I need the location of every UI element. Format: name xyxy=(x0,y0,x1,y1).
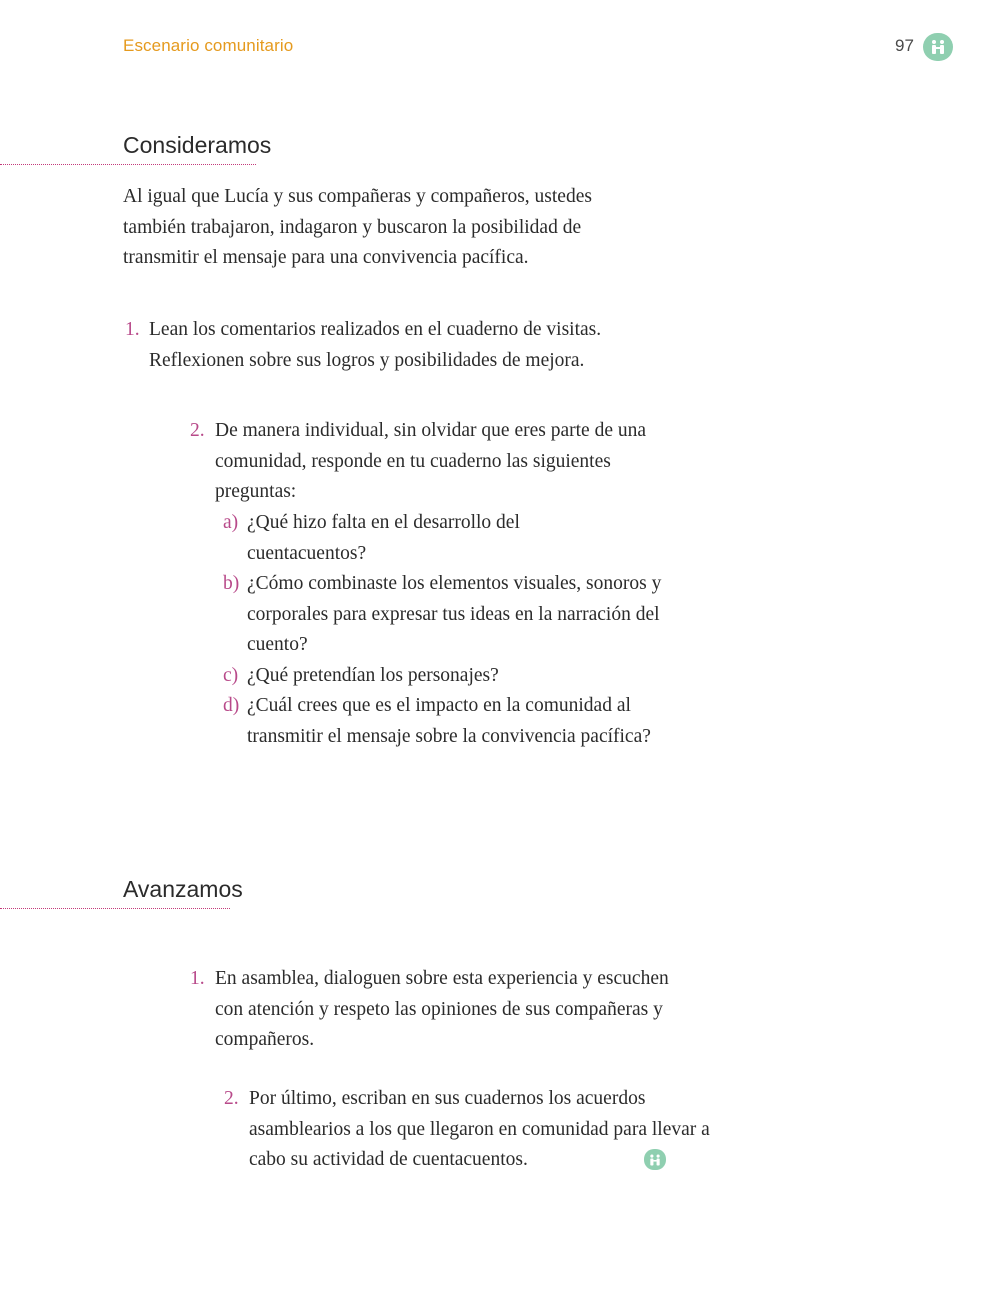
intro-paragraph: Al igual que Lucía y sus compañeras y compañeros, ustedes también trabajaron, indagaron y buscaron la posibilidad de transmitir el mensaje para una convivencia pacífica. xyxy=(123,186,592,269)
sub-list-marker: a) xyxy=(223,512,239,533)
page-number: 97 xyxy=(895,36,914,55)
community-icon xyxy=(644,1149,666,1170)
sub-list-item xyxy=(223,569,693,661)
section-title-avanzamos: Avanzamos xyxy=(123,876,243,902)
sub-list-item-text: ¿Qué hizo falta en el desarrollo del cuentacuentos? xyxy=(247,512,520,564)
section-rule xyxy=(0,164,256,165)
list-item-text: En asamblea, dialoguen sobre esta experiencia y escuchen con atención y respeto las opiniones de sus compañeras y compañeros. xyxy=(215,968,669,1051)
section-rule xyxy=(0,908,230,909)
community-icon xyxy=(923,33,953,61)
list-item xyxy=(224,1084,710,1176)
list-item-text: Por último, escriban en sus cuadernos los acuerdos asamblearios a los que llegaron en comunidad para llevar a cabo su actividad de cuentacuentos. xyxy=(249,1088,710,1171)
list-marker: 1. xyxy=(125,319,140,340)
sub-list-item-text: ¿Qué pretendían los personajes? xyxy=(247,665,499,686)
sub-list-marker: c) xyxy=(223,665,239,686)
list-marker: 2. xyxy=(224,1088,239,1109)
sub-list-item-text: ¿Cómo combinaste los elementos visuales, sonoros y corporales para expresar tus ideas en la narración del cuento? xyxy=(247,573,662,656)
list-item xyxy=(190,416,655,508)
list-item xyxy=(190,964,690,1056)
list-marker: 2. xyxy=(190,420,205,441)
sub-list-item-text: ¿Cuál crees que es el impacto en la comunidad al transmitir el mensaje sobre la convivencia pacífica? xyxy=(247,695,651,747)
section-title-consideramos: Consideramos xyxy=(123,132,272,158)
running-head: Escenario comunitario xyxy=(123,36,294,55)
sub-list-item xyxy=(223,691,663,752)
list-item-text: Lean los comentarios realizados en el cuaderno de visitas. Reflexionen sobre sus logros y posibilidades de mejora. xyxy=(149,319,602,371)
list-marker: 1. xyxy=(190,968,205,989)
sub-list-marker: b) xyxy=(223,573,240,594)
sub-list-item xyxy=(223,661,693,692)
list-item-text: De manera individual, sin olvidar que eres parte de una comunidad, responde en tu cuaderno las siguientes preguntas: xyxy=(215,420,647,503)
list-item xyxy=(125,315,685,376)
sub-list-marker: d) xyxy=(223,695,240,716)
sub-list-item xyxy=(223,508,563,569)
